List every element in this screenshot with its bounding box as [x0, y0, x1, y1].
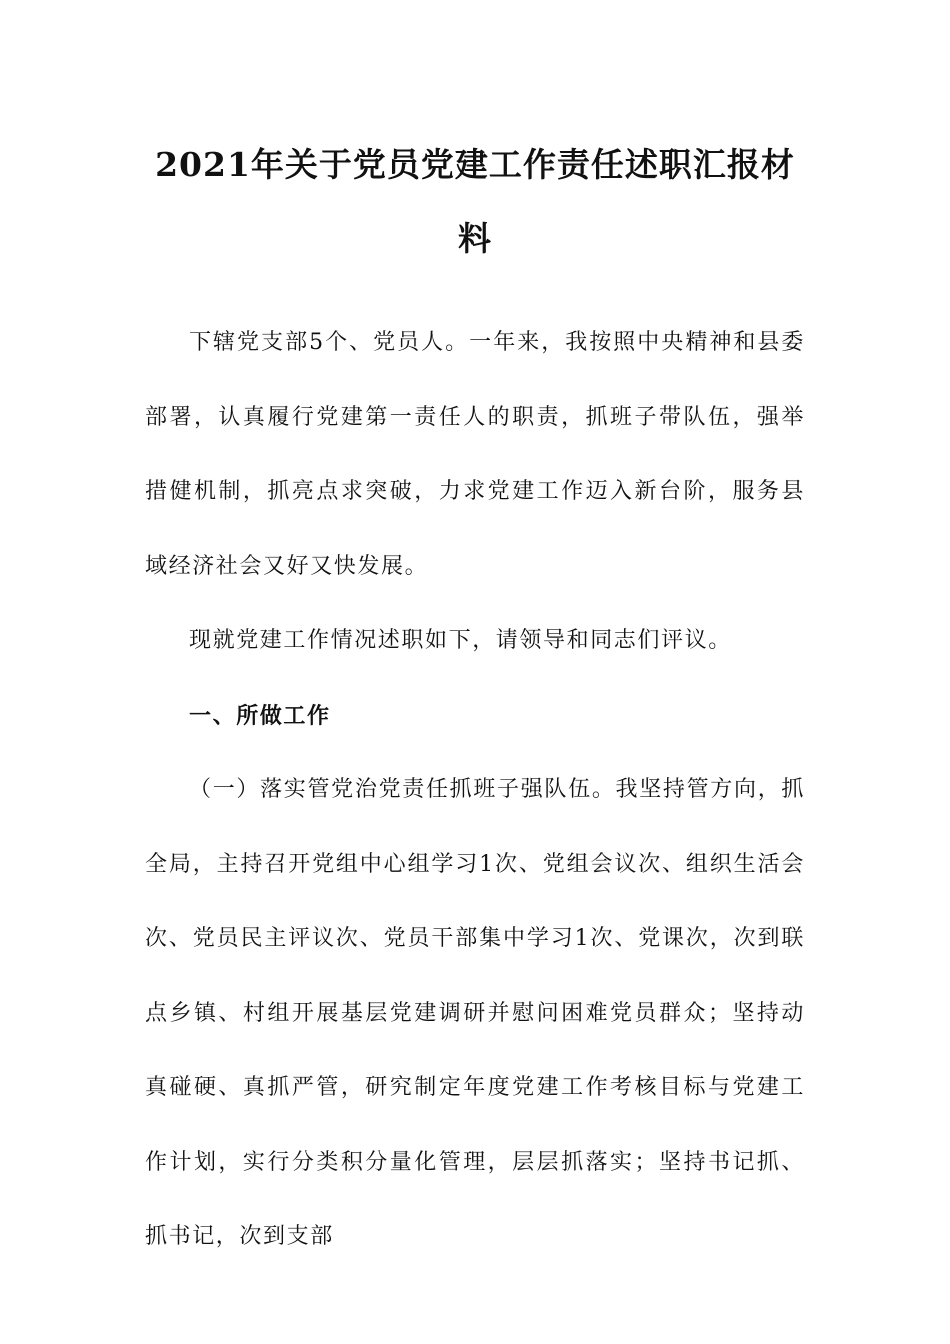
review-request-paragraph: 现就党建工作情况述职如下，请领导和同志们评议。	[189, 628, 732, 653]
document-body	[145, 306, 805, 1275]
document-title: 2021年关于党员党建工作责任述职汇报材料	[155, 145, 795, 258]
section-heading: 一、所做工作	[189, 702, 331, 729]
section-paragraph: （一）落实管党治党责任抓班子强队伍。我坚持管方向，抓全局，主持召开党组中心组学习1次、党组会议次、组织生活会次、党员民主评议次、党员干部集中学习1次、党课次，次到联点乡镇、村组开展基层党建调研并慰问困难党员群众；坚持动真碰硬、真抓严管，研究制定年度党建工作考核目标与党建工作计划，实行分类积分量化管理，层层抓落实；坚持书记抓、抓书记，次到支部	[145, 777, 805, 1249]
intro-paragraph: 下辖党支部5个、党员人。一年来，我按照中央精神和县委部署，认真履行党建第一责任人的职责，抓班子带队伍，强举措健机制，抓亮点求突破，力求党建工作迈入新台阶，服务县域经济社会又好又快发展。	[145, 330, 805, 579]
